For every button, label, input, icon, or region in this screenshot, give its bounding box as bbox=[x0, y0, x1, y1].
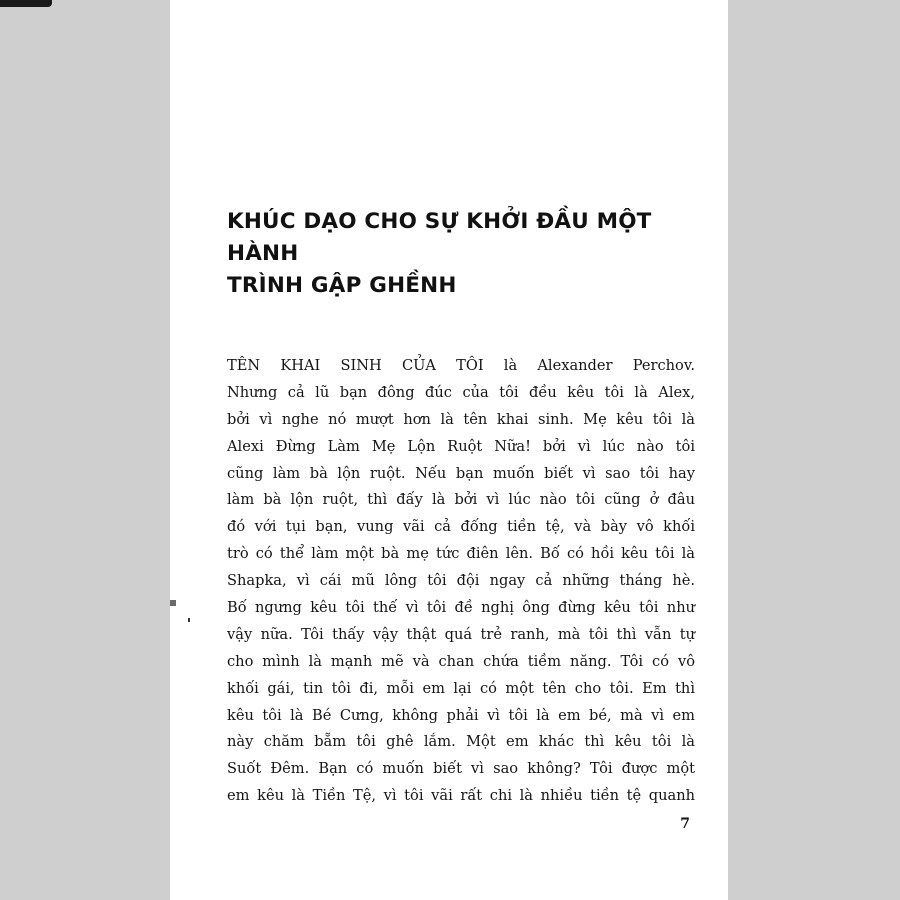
body-line: cho mình là mạnh mẽ và chan chứa tiềm năng. Tôi có vô bbox=[227, 652, 695, 670]
body-line: trò có thể làm một bà mẹ tức điên lên. Bố có hồi kêu tôi là bbox=[227, 545, 695, 563]
right-backdrop bbox=[728, 0, 900, 900]
body-line: kêu tôi là Bé Cưng, không phải vì tôi là em bé, mà vì em bbox=[227, 706, 695, 724]
margin-mark bbox=[188, 618, 190, 622]
body-line: bởi vì nghe nó mượt hơn là tên khai sinh. Mẹ kêu tôi là bbox=[227, 410, 695, 428]
page-number: 7 bbox=[680, 816, 690, 832]
chapter-title-line-2: TRÌNH GẬP GHỀNH bbox=[227, 273, 457, 298]
body-line: Suốt Đêm. Bạn có muốn biết vì sao không? Tôi được một bbox=[227, 760, 695, 778]
body-line: cũng làm bà lộn ruột. Nếu bạn muốn biết vì sao tôi hay bbox=[227, 464, 695, 482]
chapter-title-line-1: KHÚC DẠO CHO SỰ KHỞI ĐẦU MỘT HÀNH bbox=[227, 209, 652, 266]
page-edge-mark bbox=[170, 600, 176, 606]
body-line: em kêu là Tiền Tệ, vì tôi vãi rất chi là nhiều tiền tệ quanh bbox=[227, 787, 695, 805]
book-page bbox=[170, 0, 728, 900]
body-paragraph bbox=[227, 353, 695, 810]
body-line: Nhưng cả lũ bạn đông đúc của tôi đều kêu tôi là Alex, bbox=[227, 383, 695, 401]
body-line: Alexi Đừng Làm Mẹ Lộn Ruột Nữa! bởi vì lúc nào tôi bbox=[227, 437, 695, 455]
chapter-title bbox=[227, 206, 697, 302]
body-line: này chăm bẵm tôi ghê lắm. Một em khác thì kêu tôi là bbox=[227, 733, 695, 751]
body-line: đó với tụi bạn, vung vãi cả đống tiền tệ, và bày vô khối bbox=[227, 518, 695, 536]
body-line: Shapka, vì cái mũ lông tôi đội ngay cả những tháng hè. bbox=[227, 572, 695, 590]
body-line: khối gái, tin tôi đi, mỗi em lại có một tên cho tôi. Em thì bbox=[227, 679, 695, 697]
body-line: Bố ngưng kêu tôi thế vì tôi đề nghị ông đừng kêu tôi như bbox=[227, 599, 695, 617]
left-backdrop bbox=[0, 0, 170, 900]
body-line: TÊN KHAI SINH CỦA TÔI là Alexander Perchov. bbox=[227, 357, 695, 374]
scan-edge-mark bbox=[0, 0, 52, 7]
body-line: vậy nữa. Tôi thấy vậy thật quá trẻ ranh, mà tôi thì vẫn tự bbox=[227, 625, 695, 643]
body-line: làm bà lộn ruột, thì đấy là bởi vì lúc nào tôi cũng ở đâu bbox=[227, 491, 695, 509]
